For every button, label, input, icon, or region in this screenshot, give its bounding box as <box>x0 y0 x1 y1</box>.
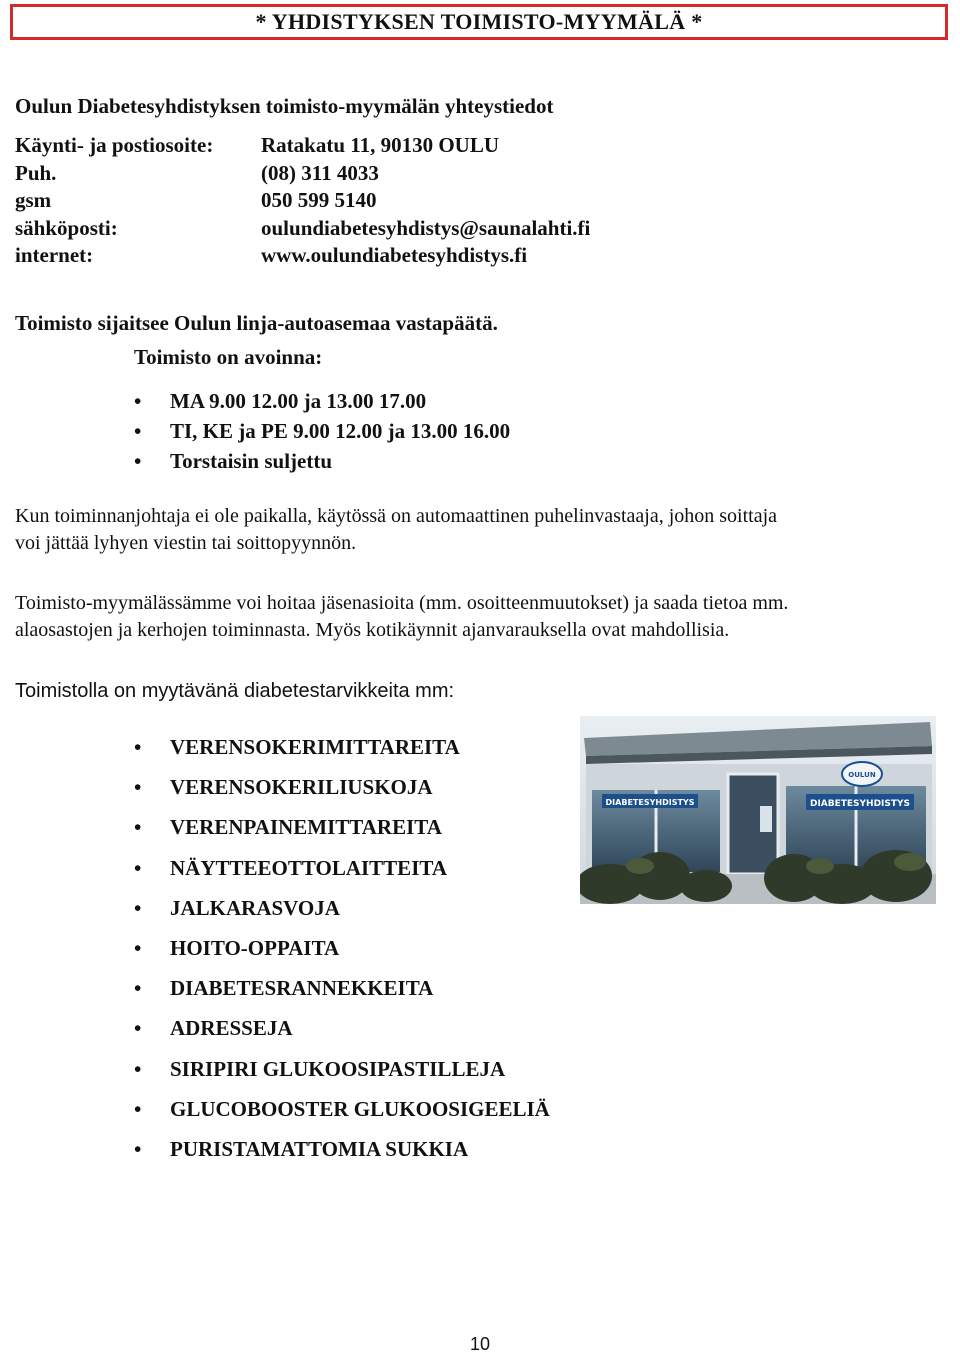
list-item <box>134 928 550 968</box>
bullet-icon: • <box>134 815 142 840</box>
internet-label: internet: <box>15 243 94 267</box>
list-item <box>134 727 550 767</box>
contact-row-gsm <box>15 187 590 215</box>
products-list <box>134 727 550 1169</box>
product-name: VERENSOKERILIUSKOJA <box>170 775 433 800</box>
list-item <box>134 1049 550 1089</box>
contact-details <box>15 132 590 270</box>
list-item <box>134 848 550 888</box>
contact-row-email <box>15 215 590 243</box>
door-poster <box>760 806 772 832</box>
list-item <box>134 1089 550 1129</box>
office-storefront-photo <box>580 716 936 904</box>
location-text: Toimisto sijaitsee Oulun linja-autoasemaa vastapäätä. <box>15 311 498 335</box>
products-intro: Toimistolla on myytävänä diabetestarvikkeita mm: <box>15 680 455 702</box>
paragraph-line: voi jättää lyhyen viestin tai soittopyynnön. <box>15 532 357 554</box>
product-name: ADRESSEJA <box>170 1016 293 1041</box>
list-item <box>134 807 550 847</box>
product-name: HOITO-OPPAITA <box>170 936 340 961</box>
bullet-icon: • <box>134 449 142 473</box>
title-banner <box>10 4 948 40</box>
contact-row-address <box>15 132 590 160</box>
list-item <box>134 1129 550 1169</box>
contact-row-internet <box>15 242 590 270</box>
gsm-value: 050 599 5140 <box>261 188 377 212</box>
hours-text: TI, KE ja PE 9.00 12.00 ja 13.00 16.00 <box>170 419 511 443</box>
product-name: SIRIPIRI GLUKOOSIPASTILLEJA <box>170 1056 506 1081</box>
list-item <box>134 416 510 446</box>
opening-hours-list <box>134 386 510 476</box>
page-number: 10 <box>469 1334 491 1354</box>
bullet-icon: • <box>134 419 142 443</box>
bullet-icon: • <box>134 1096 142 1121</box>
sign-right: DIABETESYHDISTYS <box>809 799 911 809</box>
list-item <box>134 888 550 928</box>
banner-title: * YHDISTYKSEN TOIMISTO-MYYMÄLÄ * <box>255 9 703 34</box>
bullet-icon: • <box>134 936 142 961</box>
bullet-icon: • <box>134 1137 142 1162</box>
product-name: GLUCOBOOSTER GLUKOOSIGEELIÄ <box>170 1096 550 1121</box>
bullet-icon: • <box>134 976 142 1001</box>
paragraph-line: Toimisto-myymälässämme voi hoitaa jäsenasioita (mm. osoitteenmuutokset) ja saada tietoa mm. <box>15 592 789 614</box>
contact-heading: Oulun Diabetesyhdistyksen toimisto-myymälän yhteystiedot <box>15 94 554 118</box>
paragraph-line: alaosastojen ja kerhojen toiminnasta. Myös kotikäynnit ajanvarauksella ovat mahdollisia. <box>15 619 730 641</box>
list-item <box>134 1008 550 1048</box>
product-name: PURISTAMATTOMIA SUKKIA <box>170 1137 469 1162</box>
sign-left: DIABETESYHDISTYS <box>605 798 695 807</box>
bullet-icon: • <box>134 895 142 920</box>
product-name: JALKARASVOJA <box>170 895 340 920</box>
product-name: VERENSOKERIMITTAREITA <box>170 735 460 759</box>
bullet-icon: • <box>134 1016 142 1041</box>
list-item <box>134 968 550 1008</box>
bullet-icon: • <box>134 389 142 413</box>
bullet-icon: • <box>134 1056 142 1081</box>
list-item <box>134 767 550 807</box>
internet-value[interactable]: www.oulundiabetesyhdistys.fi <box>261 243 528 267</box>
bullet-icon: • <box>134 775 142 800</box>
services-paragraph <box>15 590 945 644</box>
bullet-icon: • <box>134 855 142 880</box>
hours-text: Torstaisin suljettu <box>170 449 333 473</box>
email-label: sähköposti: <box>15 215 118 240</box>
phone-label: Puh. <box>15 160 57 185</box>
phone-value: (08) 311 4033 <box>261 160 379 185</box>
address-value: Ratakatu 11, 90130 OULU <box>261 133 500 157</box>
logo-text: OULUN <box>848 771 876 779</box>
contact-row-phone <box>15 160 590 188</box>
paragraph-line: Kun toiminnanjohtaja ei ole paikalla, käytössä on automaattinen puhelinvastaaja, johon soittaja <box>15 505 778 527</box>
answering-machine-paragraph <box>15 503 945 557</box>
product-name: DIABETESRANNEKKEITA <box>170 976 434 1001</box>
product-name: NÄYTTEEOTTOLAITTEITA <box>170 855 447 880</box>
list-item <box>134 446 510 476</box>
gsm-label: gsm <box>15 188 52 212</box>
email-value[interactable]: oulundiabetesyhdistys@saunalahti.fi <box>261 215 591 240</box>
product-name: VERENPAINEMITTAREITA <box>170 815 442 840</box>
list-item <box>134 386 510 416</box>
address-label: Käynti- ja postiosoite: <box>15 133 214 157</box>
opening-hours-title: Toimisto on avoinna: <box>134 345 323 369</box>
hours-text: MA 9.00 12.00 ja 13.00 17.00 <box>170 389 427 413</box>
bullet-icon: • <box>134 735 142 759</box>
